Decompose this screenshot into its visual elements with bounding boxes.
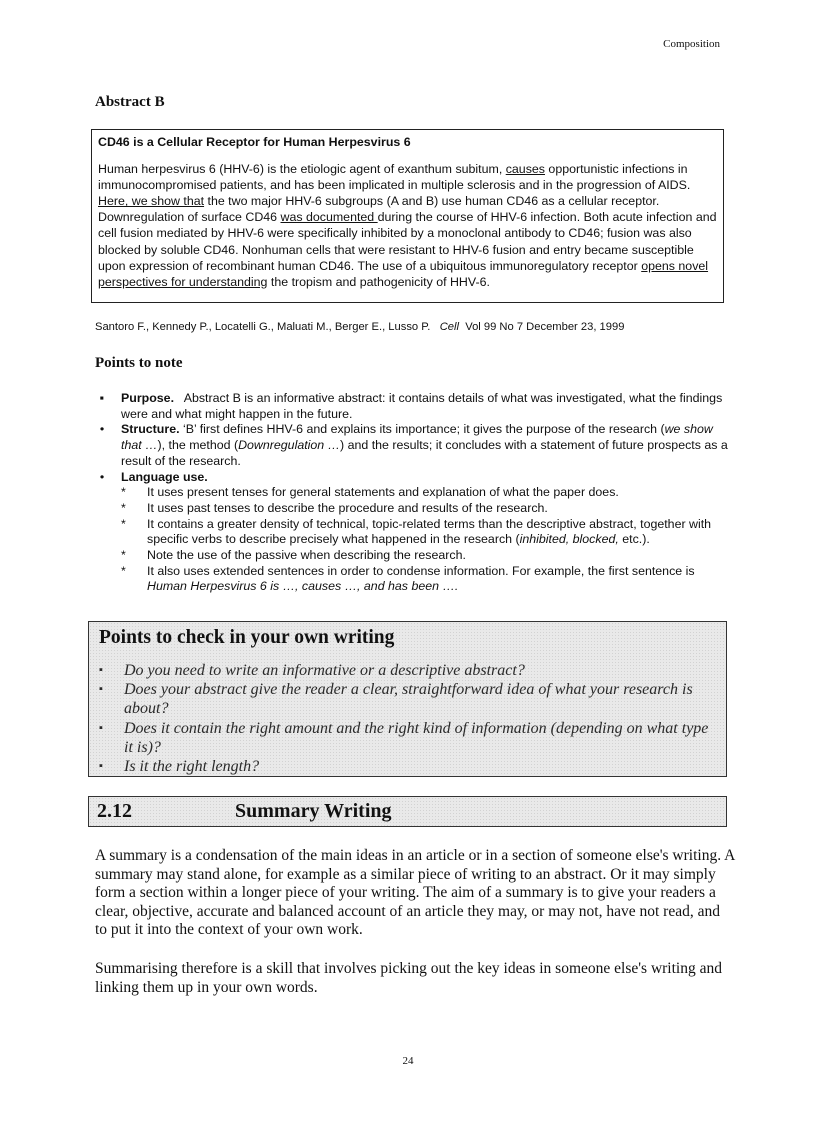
check-item-text: Do you need to write an informative or a descriptive abstract? — [124, 662, 525, 679]
underlined-phrase: Here, we show that — [98, 194, 205, 209]
sub-item — [121, 548, 735, 564]
item-italic: we show that … — [121, 422, 713, 453]
item-text: ‘B’ first defines HHV-6 and explains its importance; it gives the purpose of the research ( — [179, 422, 665, 437]
abstract-text: opportunistic infections in immunocompromised patients, and has been implicated in multiple sclerosis and in the progression of AIDS. — [98, 162, 691, 193]
running-header: Composition — [663, 38, 720, 50]
check-item — [99, 719, 716, 757]
check-item — [99, 757, 716, 776]
sub-item-text: It contains a greater density of technical, topic-related terms than the descriptive abstract, together with specific verbs to describe precisely what happened in the research ( — [147, 516, 712, 547]
sub-item — [121, 501, 735, 517]
summary-paragraph: Summarising therefore is a skill that involves picking out the key ideas in someone else's writing and linking them up in your own words. — [95, 960, 722, 996]
points-to-note-list — [95, 391, 735, 595]
points-to-check-title: Points to check in your own writing — [99, 627, 395, 648]
asterisk-icon: * — [121, 500, 126, 515]
abstract-heading: Abstract B — [95, 94, 165, 110]
points-to-check-list — [99, 661, 716, 776]
page-number: 24 — [402, 1055, 414, 1067]
section-heading — [88, 796, 727, 827]
abstract-box — [91, 129, 724, 303]
abstract-text: Human herpesvirus 6 (HHV-6) is the etiologic agent of exanthum subitum, — [98, 162, 506, 177]
section-number: 2.12 — [97, 800, 132, 822]
abstract-text: the tropism and pathogenicity of HHV-6. — [267, 274, 490, 289]
asterisk-icon: * — [121, 516, 126, 531]
sub-item-text: It also uses extended sentences in order to condense information. For example, the first sentence is — [147, 563, 695, 578]
sub-item-text: Note the use of the passive when describing the research. — [147, 548, 466, 563]
item-italic: Downregulation … — [238, 438, 341, 453]
abstract-text: during the course of HHV-6 infection. Both acute infection and cell fusion mediated by HHV-6 were specifically inhibited by a monoclonal antibody to CD46; fusion was also blocked by soluble CD46. Nonhuman cells that were resistant to HHV-6 fusion and entry became susceptible upon expression of recombinant human CD46. The use of a ubiquitous immunoregulatory receptor — [98, 210, 717, 273]
square-bullet-icon: ▪ — [99, 721, 103, 734]
citation-authors: Santoro F., Kennedy P., Locatelli G., Maluati M., Berger E., Lusso P. — [95, 321, 431, 333]
check-item-text: Is it the right length? — [124, 758, 260, 776]
item-text: Abstract B is an informative abstract: it contains details of what was investigated, what the findings were and what might happen in the future. — [121, 391, 723, 421]
sub-item — [121, 564, 735, 595]
sub-item-italic: Human Herpesvirus 6 is …, causes …, and has been …. — [147, 579, 459, 594]
underlined-phrase: opens novel perspectives for understanding — [98, 258, 709, 289]
asterisk-icon: * — [121, 548, 126, 563]
sub-item — [121, 517, 735, 548]
item-text: ), the method ( — [157, 438, 239, 453]
square-bullet-icon: ▪ — [99, 760, 103, 773]
item-label: Purpose. — [121, 391, 175, 405]
summary-paragraph: A summary is a condensation of the main ideas in an article or in a section of someone else's writing. A summary may stand alone, for example as a similar piece of writing to an abstract. Or it may simply form a section within a longer piece of your writing. The aim of a summary is to give your readers a clear, objective, accurate and balanced account of an article they may, or may not, have not read, and to put it into the context of your own work. — [95, 847, 735, 939]
square-bullet-icon: ▪ — [99, 683, 103, 696]
sub-item — [121, 485, 735, 501]
abstract-body — [98, 161, 717, 290]
item-text: ) and the results; it concludes with a statement of future prospects as a result of the research. — [121, 438, 728, 468]
item-label: Language use. — [121, 469, 208, 484]
check-item — [99, 661, 716, 680]
round-bullet-icon: • — [99, 422, 105, 437]
abstract-text: the two major HHV-6 subgroups (A and B) use human CD46 as a cellular receptor. Downregulation of surface CD46 — [98, 194, 660, 225]
points-to-note-heading: Points to note — [95, 355, 183, 371]
sub-item-text: It uses past tenses to describe the procedure and results of the research. — [147, 500, 548, 515]
square-bullet-icon: ▪ — [99, 664, 103, 676]
sub-item-text: It uses present tenses for general statements and explanation of what the paper does. — [147, 485, 619, 500]
item-label: Structure. — [121, 422, 180, 437]
check-item-text: Does it contain the right amount and the right kind of information (depending on what type it is)? — [124, 719, 709, 756]
round-bullet-icon: • — [99, 469, 105, 484]
sub-item-text: etc.). — [618, 532, 650, 547]
citation-details: Vol 99 No 7 December 23, 1999 — [465, 321, 625, 333]
section-title: Summary Writing — [235, 800, 392, 822]
underlined-phrase: causes — [505, 162, 545, 177]
citation — [95, 321, 624, 333]
language-use-sublist — [121, 485, 735, 595]
check-item-text: Does your abstract give the reader a clear, straightforward idea of what your research is about? — [124, 681, 693, 718]
square-bullet-icon: ▪ — [99, 391, 105, 405]
sub-item-italic: inhibited, blocked, — [519, 532, 619, 547]
asterisk-icon: * — [121, 563, 126, 578]
underlined-phrase: was documented — [280, 210, 378, 225]
points-to-check-box — [88, 621, 727, 777]
abstract-title: CD46 is a Cellular Receptor for Human Herpesvirus 6 — [98, 135, 411, 149]
list-item — [95, 422, 735, 469]
citation-journal: Cell — [439, 321, 459, 333]
check-item — [99, 680, 716, 718]
list-item — [95, 470, 735, 596]
list-item — [95, 391, 735, 422]
asterisk-icon: * — [121, 485, 126, 500]
